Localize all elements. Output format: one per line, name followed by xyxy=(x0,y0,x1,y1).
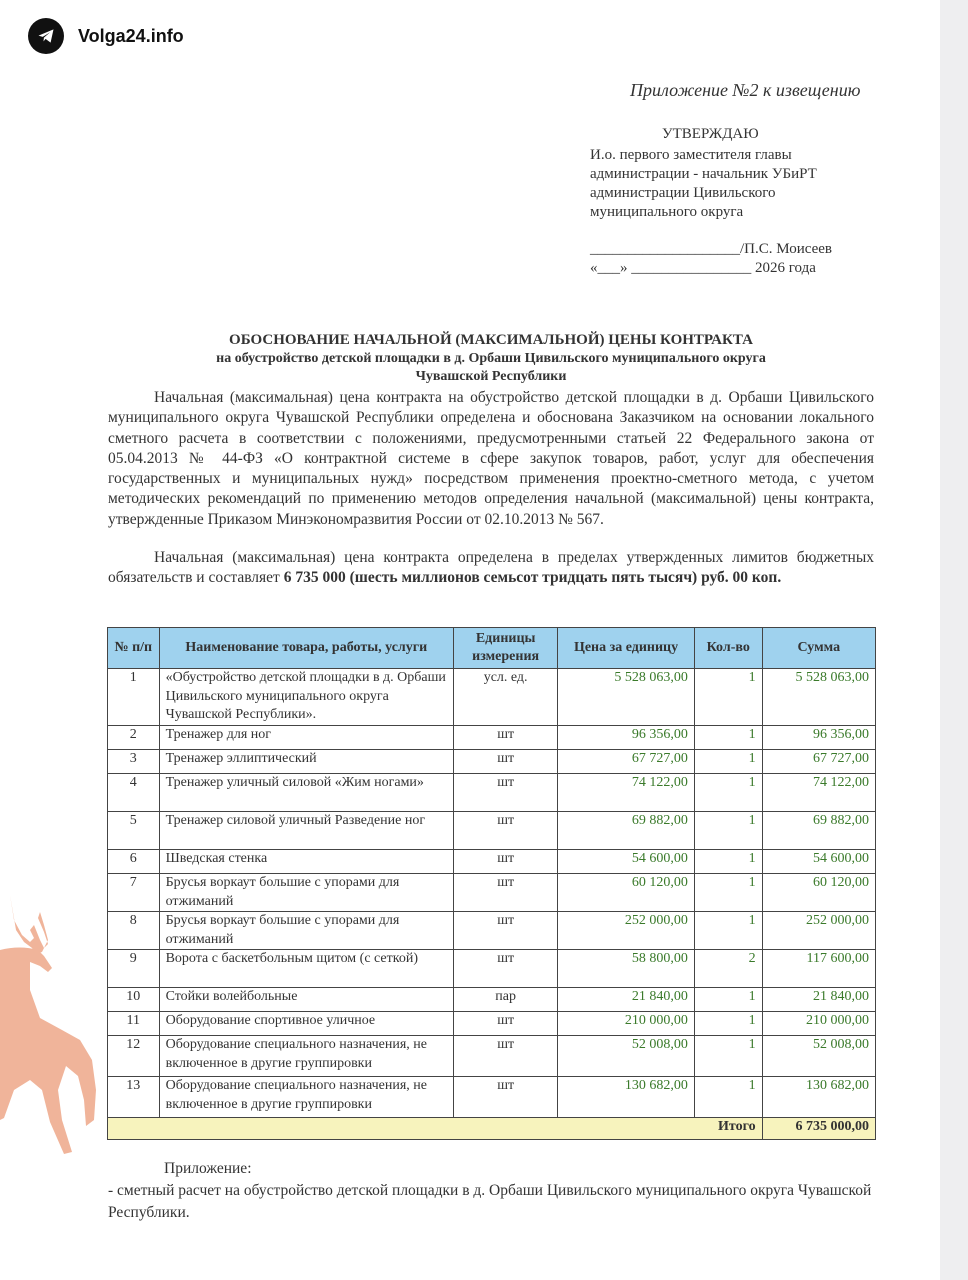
item-unit: шт xyxy=(454,726,558,750)
item-unit: шт xyxy=(454,874,558,912)
item-qty: 1 xyxy=(694,1012,762,1036)
item-price: 21 840,00 xyxy=(558,988,695,1012)
item-price: 74 122,00 xyxy=(558,774,695,812)
table-row xyxy=(108,774,876,812)
item-sum: 210 000,00 xyxy=(762,1012,875,1036)
item-price: 67 727,00 xyxy=(558,750,695,774)
table-row xyxy=(108,1012,876,1036)
item-price: 58 800,00 xyxy=(558,950,695,988)
table-body xyxy=(108,669,876,1140)
item-sum: 67 727,00 xyxy=(762,750,875,774)
header-price: Цена за единицу xyxy=(558,628,695,669)
item-qty: 1 xyxy=(694,750,762,774)
approval-title: УТВЕРЖДАЮ xyxy=(662,126,759,142)
table-header-row xyxy=(108,628,876,669)
row-number: 8 xyxy=(108,912,160,950)
item-price: 52 008,00 xyxy=(558,1036,695,1077)
table-row xyxy=(108,1077,876,1118)
price-amount: 6 735 000 (шесть миллионов семьсот тридцать пять тысяч) руб. 00 коп. xyxy=(283,569,782,587)
row-number: 1 xyxy=(108,669,160,726)
item-name: Тренажер уличный силовой «Жим ногами» xyxy=(159,774,453,812)
approval-line: администрации - начальник УБиРТ xyxy=(590,166,817,182)
table-row xyxy=(108,812,876,850)
item-sum: 96 356,00 xyxy=(762,726,875,750)
table-row xyxy=(108,912,876,950)
row-number: 7 xyxy=(108,874,160,912)
header-sum: Сумма xyxy=(762,628,875,669)
price-table xyxy=(107,627,876,1140)
item-name: Тренажер эллиптический xyxy=(159,750,453,774)
item-qty: 1 xyxy=(694,912,762,950)
total-row xyxy=(108,1118,876,1140)
item-qty: 1 xyxy=(694,850,762,874)
appendix-title: Приложение: xyxy=(164,1160,252,1177)
annex-title: Приложение №2 к извещению xyxy=(630,80,861,100)
item-name: Брусья воркаут большие с упорами для отжиманий xyxy=(159,874,453,912)
item-qty: 1 xyxy=(694,988,762,1012)
paragraph-1-text: Начальная (максимальная) цена контракта на обустройство детской площадки в д. Орбаши Цивильского муниципального округа Чувашской Республики определена и обоснована Заказчиком на основании локального сметного расчета в соответствии с положениями, предусмотренными статьей 22 Федерального закона от 05.04.2013 № 44-ФЗ «О контрактной системе в сфере закупок товаров, работ, услуг для обеспечения государственных и муниципальных нужд» посредством применения проектно-сметного метода, с учетом методических рекомендаций по применению методов определения начальной (максимальной) цены контракта, утвержденные Приказом Минэкономразвития России от 02.10.2013 № 567. xyxy=(108,389,874,528)
heading-line-1: ОБОСНОВАНИЕ НАЧАЛЬНОЙ (МАКСИМАЛЬНОЙ) ЦЕНЫ КОНТРАКТА xyxy=(229,332,753,348)
table-row xyxy=(108,726,876,750)
approval-block xyxy=(590,125,832,278)
row-number: 5 xyxy=(108,812,160,850)
telegram-icon xyxy=(28,18,64,54)
item-name: Стойки волейбольные xyxy=(159,988,453,1012)
row-number: 4 xyxy=(108,774,160,812)
channel-header[interactable] xyxy=(28,18,184,54)
appendix-text: - сметный расчет на обустройство детской площадки в д. Орбаши Цивильского муниципального округа Чувашской Республики. xyxy=(108,1182,872,1221)
row-number: 6 xyxy=(108,850,160,874)
item-name: Шведская стенка xyxy=(159,850,453,874)
item-price: 96 356,00 xyxy=(558,726,695,750)
item-price: 60 120,00 xyxy=(558,874,695,912)
item-qty: 1 xyxy=(694,874,762,912)
item-name: «Обустройство детской площадки в д. Орбаши Цивильского муниципального округа Чувашской Республики». xyxy=(159,669,453,726)
paragraph-price xyxy=(108,548,874,589)
header-unit: Единицы измерения xyxy=(454,628,558,669)
paragraph-2-text: Начальная (максимальная) цена контракта определена в пределах утвержденных лимитов бюджетных обязательств и составляет xyxy=(108,549,874,587)
item-price: 252 000,00 xyxy=(558,912,695,950)
item-price: 5 528 063,00 xyxy=(558,669,695,726)
item-name: Оборудование специального назначения, не включенное в другие группировки xyxy=(159,1036,453,1077)
header-qty: Кол-во xyxy=(694,628,762,669)
item-unit: шт xyxy=(454,750,558,774)
item-unit: пар xyxy=(454,988,558,1012)
header-name: Наименование товара, работы, услуги xyxy=(159,628,453,669)
table-row xyxy=(108,874,876,912)
table-row xyxy=(108,950,876,988)
item-sum: 21 840,00 xyxy=(762,988,875,1012)
row-number: 13 xyxy=(108,1077,160,1118)
table-row xyxy=(108,850,876,874)
item-name: Тренажер для ног xyxy=(159,726,453,750)
item-unit: шт xyxy=(454,950,558,988)
item-qty: 1 xyxy=(694,812,762,850)
item-price: 54 600,00 xyxy=(558,850,695,874)
heading-line-3: Чувашской Республики xyxy=(415,369,567,384)
item-unit: шт xyxy=(454,850,558,874)
item-qty: 1 xyxy=(694,726,762,750)
item-name: Тренажер силовой уличный Разведение ног xyxy=(159,812,453,850)
item-price: 69 882,00 xyxy=(558,812,695,850)
item-sum: 5 528 063,00 xyxy=(762,669,875,726)
item-name: Оборудование спортивное уличное xyxy=(159,1012,453,1036)
table-row xyxy=(108,1036,876,1077)
item-sum: 117 600,00 xyxy=(762,950,875,988)
table-row xyxy=(108,750,876,774)
item-sum: 130 682,00 xyxy=(762,1077,875,1118)
item-qty: 1 xyxy=(694,669,762,726)
item-sum: 252 000,00 xyxy=(762,912,875,950)
date-line: «___» ________________ 2026 года xyxy=(590,260,816,276)
total-label: Итого xyxy=(108,1118,763,1140)
row-number: 10 xyxy=(108,988,160,1012)
item-sum: 60 120,00 xyxy=(762,874,875,912)
deer-logo xyxy=(0,890,100,1170)
item-unit: шт xyxy=(454,1012,558,1036)
signature-line: ____________________/П.С. Моисеев xyxy=(590,241,832,257)
item-unit: шт xyxy=(454,812,558,850)
approval-line: администрации Цивильского xyxy=(590,185,776,201)
row-number: 11 xyxy=(108,1012,160,1036)
row-number: 2 xyxy=(108,726,160,750)
document-heading xyxy=(108,330,874,386)
item-unit: усл. ед. xyxy=(454,669,558,726)
item-qty: 1 xyxy=(694,1077,762,1118)
row-number: 9 xyxy=(108,950,160,988)
item-qty: 1 xyxy=(694,1036,762,1077)
item-unit: шт xyxy=(454,1077,558,1118)
channel-name: Volga24.info xyxy=(78,25,184,46)
item-qty: 1 xyxy=(694,774,762,812)
row-number: 12 xyxy=(108,1036,160,1077)
table-row xyxy=(108,988,876,1012)
appendix-block xyxy=(108,1158,874,1224)
header-num: № п/п xyxy=(108,628,160,669)
item-price: 210 000,00 xyxy=(558,1012,695,1036)
item-name: Брусья воркаут большие с упорами для отжиманий xyxy=(159,912,453,950)
item-price: 130 682,00 xyxy=(558,1077,695,1118)
heading-line-2: на обустройство детской площадки в д. Орбаши Цивильского муниципального округа xyxy=(216,351,766,366)
row-number: 3 xyxy=(108,750,160,774)
item-unit: шт xyxy=(454,774,558,812)
approval-line: И.о. первого заместителя главы xyxy=(590,147,792,163)
item-sum: 52 008,00 xyxy=(762,1036,875,1077)
paragraph-justification xyxy=(108,388,874,530)
item-qty: 2 xyxy=(694,950,762,988)
item-name: Оборудование специального назначения, не включенное в другие группировки xyxy=(159,1077,453,1118)
item-unit: шт xyxy=(454,912,558,950)
item-unit: шт xyxy=(454,1036,558,1077)
item-sum: 74 122,00 xyxy=(762,774,875,812)
item-sum: 54 600,00 xyxy=(762,850,875,874)
table-row xyxy=(108,669,876,726)
right-margin-strip xyxy=(940,0,968,1280)
total-value: 6 735 000,00 xyxy=(762,1118,875,1140)
item-sum: 69 882,00 xyxy=(762,812,875,850)
item-name: Ворота с баскетбольным щитом (с сеткой) xyxy=(159,950,453,988)
approval-line: муниципального округа xyxy=(590,204,744,220)
